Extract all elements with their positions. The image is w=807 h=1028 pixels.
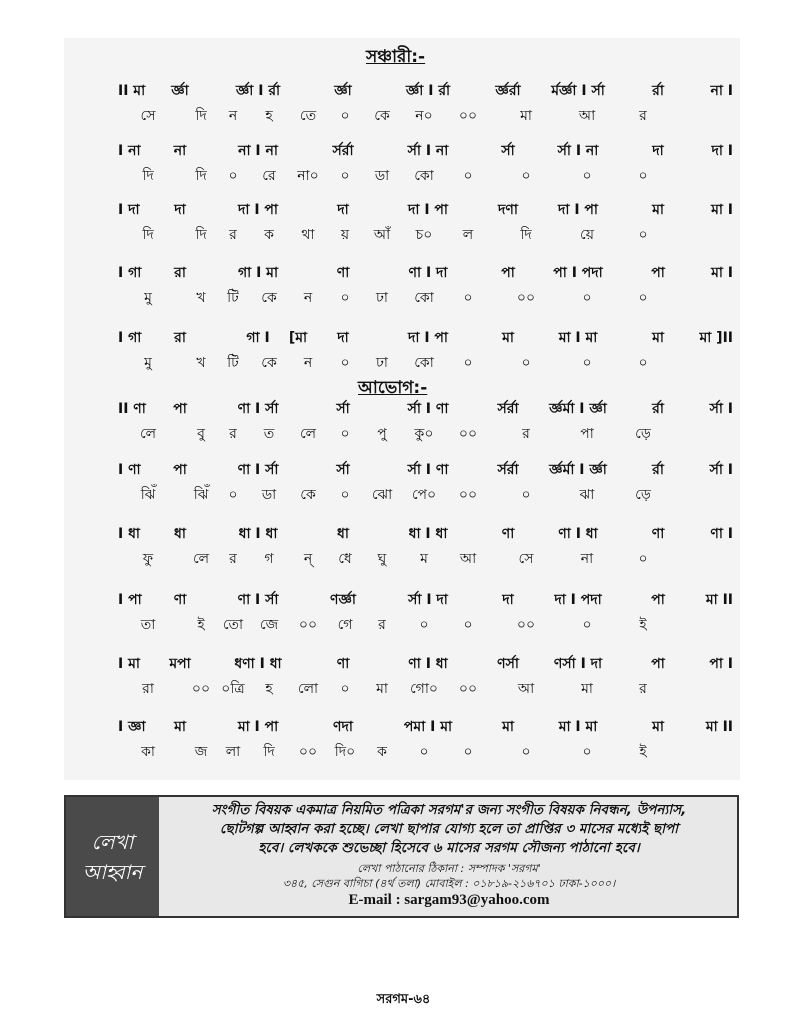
lyric-cell: ০ [582, 355, 592, 371]
lyric-cell: হ [265, 108, 273, 124]
swara-cell: ণা [336, 656, 350, 672]
swara-cell: র্জ্ঞর্মা I র্জ্ঞা [549, 401, 607, 417]
swara-cell: ধা I ধা [408, 526, 448, 542]
swara-cell: র্সা [336, 401, 350, 417]
swara-cell: ণা [336, 265, 350, 281]
lyric-cell: কে [300, 487, 316, 503]
swara-cell: র্সর্রা [497, 462, 519, 478]
lyric-cell: রে [262, 168, 276, 184]
swara-cell: ণা I র্সা [237, 592, 279, 608]
swara-cell: দা I পা [408, 202, 448, 218]
lyric-cell: সে [140, 108, 156, 124]
swara-cell: ণা [501, 526, 515, 542]
lyric-cell: ০ [463, 744, 473, 760]
swara-cell: মা I [711, 202, 733, 218]
swara-cell: র্রা [652, 83, 664, 99]
lyric-cell: ০ [638, 227, 648, 243]
swara-cell: র্সর্রা [332, 143, 354, 159]
lyric-cell: ০ [340, 108, 350, 124]
lyric-cell: ০ [638, 355, 648, 371]
lyric-cell: ন [228, 108, 238, 124]
lyric-cell: খ [196, 290, 206, 306]
lyric-cell: র [639, 108, 647, 124]
swara-cell: পা I পদা [553, 265, 603, 281]
lyric-cell: ০০ [298, 617, 318, 633]
swara-cell: র্মর্জ্ঞা I র্সা [551, 83, 605, 99]
lyric-cell: ম [420, 551, 428, 567]
swara-cell: দণা [498, 202, 518, 218]
lyric-cell: ন [303, 290, 313, 306]
swara-cell: র্জ্ঞা [334, 83, 352, 99]
side-title-line2: আহ্বান [82, 859, 143, 884]
lyric-cell: দি [142, 227, 154, 243]
lyric-cell: ০০ [516, 617, 536, 633]
lyric-cell: পু [377, 426, 387, 442]
lyric-cell: কো [414, 168, 434, 184]
lyric-cell: দি [195, 168, 207, 184]
lyric-cell: ন০ [415, 108, 433, 124]
swara-cell: মা [502, 330, 514, 346]
swara-cell: ণা I ধা [558, 526, 598, 542]
swara-cell: র্সা I দা [408, 592, 448, 608]
lyric-cell: কে [261, 290, 277, 306]
swara-cell: I দা [118, 202, 140, 218]
lyric-cell: ০০ [458, 487, 478, 503]
swara-cell: ধা I ধা [238, 526, 278, 542]
lyric-cell: তে [299, 108, 317, 124]
swara-cell: মা ]II [699, 330, 733, 346]
lyric-cell: হ [265, 681, 273, 697]
swara-cell: মপা [169, 656, 191, 672]
call-for-writing-side-panel [66, 797, 159, 916]
swara-cell: I গা [118, 265, 142, 281]
ad-line-1: সংগীত বিষয়ক একমাত্র নিয়মিত পত্রিকা সরগম'র জন্য সংগীত বিষয়ক নিবন্ধন, উপন্যাস, [211, 802, 687, 818]
lyric-cell: চ০ [415, 227, 433, 243]
swara-cell: না I [710, 83, 733, 99]
swara-cell: দা I [711, 143, 733, 159]
swara-cell: ণর্সা [497, 656, 519, 672]
swara-cell: র্সর্রা [497, 401, 519, 417]
swara-cell: ণদা [333, 719, 353, 735]
swara-cell: ণা [651, 526, 665, 542]
lyric-cell: ০ [340, 168, 350, 184]
swara-cell: না [173, 143, 187, 159]
swara-cell: ধা [174, 526, 186, 542]
lyric-cell: গে [337, 617, 353, 633]
swara-cell: র্সা I না [557, 143, 599, 159]
lyric-cell: পা [580, 426, 594, 442]
section-heading: সঞ্চারী:- [366, 47, 426, 67]
lyric-cell: ০০ [458, 426, 478, 442]
lyric-cell: দি [195, 108, 207, 124]
swara-cell: র্সা I [709, 462, 733, 478]
lyric-cell: মা [376, 681, 388, 697]
lyric-cell: লা [225, 744, 241, 760]
lyric-cell: ই [197, 617, 205, 633]
lyric-cell: ঝিঁ [193, 487, 209, 503]
swara-cell: গা I [246, 330, 270, 346]
swara-cell: র্জ্ঞর্মা I র্জ্ঞা [549, 462, 607, 478]
lyric-cell: র [229, 227, 237, 243]
lyric-cell: দি [142, 168, 154, 184]
swara-cell: পা [651, 265, 665, 281]
lyric-cell: ০০ [458, 108, 478, 124]
lyric-cell: জে [259, 617, 279, 633]
lyric-cell: ০ [340, 681, 350, 697]
swara-cell: ণর্সা I দা [553, 656, 603, 672]
swara-cell: I ধা [118, 526, 140, 542]
swara-cell: দা I পা [238, 202, 278, 218]
swara-cell: ণা I [710, 526, 733, 542]
swara-cell: II মা [118, 83, 146, 99]
swara-cell: ণা I র্সা [237, 401, 279, 417]
lyric-cell: সে [518, 551, 534, 567]
swara-cell: দা [337, 330, 349, 346]
lyric-cell: ক [377, 744, 387, 760]
swara-cell: I মা [118, 656, 140, 672]
swara-cell: ণা I র্সা [237, 462, 279, 478]
swara-cell: র্সা I না [407, 143, 449, 159]
swara-cell: রা [174, 330, 186, 346]
swara-cell: গা I মা [237, 265, 279, 281]
swara-cell: র্সা I ণা [407, 462, 449, 478]
lyric-cell: ০ত্রি [221, 681, 245, 697]
lyric-cell: র [229, 426, 237, 442]
swara-cell: I গা [118, 330, 142, 346]
lyric-cell: কু০ [414, 426, 434, 442]
lyric-cell: ঢা [376, 290, 388, 306]
lyric-cell: গ [264, 551, 274, 567]
swara-cell: I ণা [118, 462, 141, 478]
swara-cell: র্সা [501, 143, 515, 159]
lyric-cell: আ [517, 681, 535, 697]
lyric-cell: ল [462, 227, 474, 243]
lyric-cell: র [639, 681, 647, 697]
lyric-cell: ড়ে [635, 487, 651, 503]
swara-cell: র্জ্ঞা I র্রা [235, 83, 281, 99]
lyric-cell: ০ [340, 426, 350, 442]
lyric-cell: ০ [463, 617, 473, 633]
lyric-cell: বু [197, 426, 205, 442]
lyric-cell: রা [142, 681, 154, 697]
lyric-cell: আ [459, 551, 477, 567]
swara-cell: না I না [238, 143, 278, 159]
lyric-cell: ০০ [458, 681, 478, 697]
lyric-cell: ০ [340, 355, 350, 371]
lyric-cell: ০ [638, 290, 648, 306]
lyric-cell: ড়ে [635, 426, 651, 442]
swara-cell: র্সা [336, 462, 350, 478]
lyric-cell: কে [261, 355, 277, 371]
swara-cell: মা II [705, 592, 733, 608]
lyric-cell: র [522, 426, 530, 442]
lyric-cell: খ [196, 355, 206, 371]
swara-cell: রা [174, 265, 186, 281]
side-title-line1: লেখা [91, 829, 134, 854]
lyric-cell: ঝিঁ [140, 487, 156, 503]
swara-cell: র্সা I ণা [407, 401, 449, 417]
swara-cell: দা I পা [408, 330, 448, 346]
lyric-cell: ডা [261, 487, 277, 503]
section-heading: আভোগ:- [358, 378, 428, 398]
lyric-cell: মা [520, 108, 532, 124]
lyric-cell: টি [227, 355, 239, 371]
swara-cell: মা I পা [237, 719, 279, 735]
lyric-cell: ০ [638, 168, 648, 184]
swara-cell: ণা I দা [408, 265, 448, 281]
lyric-cell: মা [581, 681, 593, 697]
lyric-cell: দি০ [334, 744, 356, 760]
swara-cell: মা I [711, 265, 733, 281]
lyric-cell: ০ [419, 744, 429, 760]
swara-cell: দা I পা [558, 202, 598, 218]
lyric-cell: ০ [582, 290, 592, 306]
lyric-cell: ০ [638, 551, 648, 567]
lyric-cell: কে [374, 108, 390, 124]
swara-cell: [মা [288, 330, 308, 346]
address-label: লেখা পাঠানোর ঠিকানা : সম্পাদক 'সরগম' [357, 862, 541, 875]
swara-cell: র্সা I [709, 401, 733, 417]
lyric-cell: ০ [463, 290, 473, 306]
lyric-cell: ০ [228, 168, 238, 184]
swara-cell: র্জ্ঞা I র্রা [405, 83, 451, 99]
swara-cell: ণা I ধা [408, 656, 448, 672]
swara-cell: পা [651, 592, 665, 608]
call-for-writing-box [64, 795, 739, 918]
lyric-cell: ন্ [303, 551, 313, 567]
swara-cell: র্জ্ঞা [171, 83, 189, 99]
swara-cell: II ণা [118, 401, 146, 417]
swara-cell: দা [174, 202, 186, 218]
lyric-cell: ধে [338, 551, 352, 567]
lyric-cell: ক [264, 227, 274, 243]
lyric-cell: গো০ [409, 681, 439, 697]
lyric-cell: আ [578, 108, 596, 124]
lyric-cell: ০ [582, 617, 592, 633]
lyric-cell: দি [195, 227, 207, 243]
lyric-cell: র [229, 551, 237, 567]
lyric-cell: ডা [374, 168, 390, 184]
page-number: সরগম-৬৪ [376, 992, 431, 1007]
lyric-cell: লে [139, 426, 157, 442]
lyric-cell: মু [144, 290, 152, 306]
notation-scan-area [64, 38, 740, 780]
swara-cell: পা [651, 656, 665, 672]
lyric-cell: ০ [340, 290, 350, 306]
lyric-cell: তা [140, 617, 156, 633]
ad-line-2: ছোটগল্প আহ্বান করা হচ্ছে। লেখা ছাপার যোগ্য হলে তা প্রাপ্তির ৩ মাসের মধ্যেই ছাপা [219, 821, 679, 837]
swara-cell: পা [173, 462, 187, 478]
ad-line-3: হবে। লেখককে শুভেচ্ছা হিসেবে ৬ মাসের সরগম সৌজন্য পাঠানো হবে। [258, 840, 640, 856]
swara-cell: পমা I মা [403, 719, 453, 735]
lyric-cell: ০ [521, 744, 531, 760]
lyric-cell: আঁ [373, 227, 391, 243]
lyric-cell: ০ [228, 487, 238, 503]
lyric-cell: ০০ [516, 290, 536, 306]
swara-cell: I পা [118, 592, 142, 608]
swara-cell: ণা [173, 592, 187, 608]
swara-cell: র্জ্ঞর্রা [495, 83, 521, 99]
lyric-cell: কা [141, 744, 155, 760]
lyric-cell: লে [299, 426, 317, 442]
lyric-cell: জ [194, 744, 208, 760]
lyric-cell: কো [414, 290, 434, 306]
swara-cell: পা I [709, 656, 733, 672]
lyric-cell: ঘু [377, 551, 387, 567]
lyric-cell: ঝা [579, 487, 595, 503]
lyric-cell: ই [639, 617, 647, 633]
lyric-cell: কো [414, 355, 434, 371]
call-for-writing-text [161, 797, 737, 916]
lyric-cell: ০০ [298, 744, 318, 760]
swara-cell: দা [652, 143, 664, 159]
swara-cell: ণর্জ্ঞা [330, 592, 356, 608]
email: E-mail : sargam93@yahoo.com [348, 892, 550, 908]
lyric-cell: র [378, 617, 386, 633]
lyric-cell: ০ [463, 168, 473, 184]
lyric-cell: ই [639, 744, 647, 760]
swara-cell: মা II [705, 719, 733, 735]
lyric-cell: ঝো [371, 487, 393, 503]
swara-cell: দা [337, 202, 349, 218]
swara-cell: ধা [337, 526, 349, 542]
swara-cell: মা [652, 202, 664, 218]
lyric-cell: মু [144, 355, 152, 371]
swara-cell: র্রা [652, 401, 664, 417]
swara-cell: দা I পদা [554, 592, 602, 608]
lyric-cell: ০ [521, 168, 531, 184]
lyric-cell: পে০ [411, 487, 437, 503]
lyric-cell: ০ [582, 168, 592, 184]
lyric-cell: ০ [521, 355, 531, 371]
swara-cell: পা [173, 401, 187, 417]
swara-cell: মা [502, 719, 514, 735]
lyric-cell: টি [227, 290, 239, 306]
lyric-cell: দি [520, 227, 532, 243]
lyric-cell: ০ [419, 617, 429, 633]
lyric-cell: ০০ [191, 681, 211, 697]
lyric-cell: ঢা [376, 355, 388, 371]
lyric-cell: ফু [142, 551, 154, 567]
lyric-cell: লো [297, 681, 319, 697]
swara-cell: পা [501, 265, 515, 281]
lyric-cell: ০ [463, 355, 473, 371]
swara-cell: মা [652, 719, 664, 735]
swara-cell: I না [118, 143, 141, 159]
lyric-cell: দি [263, 744, 275, 760]
lyric-cell: ত [263, 426, 275, 442]
lyric-cell: তো [222, 617, 244, 633]
lyric-cell: ০ [521, 487, 531, 503]
swara-cell: দা [502, 592, 514, 608]
lyric-cell: য় [340, 227, 350, 243]
lyric-cell: ০ [340, 487, 350, 503]
lyric-cell: থা [301, 227, 315, 243]
swara-cell: I জ্ঞা [118, 719, 146, 735]
lyric-cell: না [580, 551, 594, 567]
swara-cell: মা [652, 330, 664, 346]
lyric-cell: ০ [582, 744, 592, 760]
swara-cell: র্রা [652, 462, 664, 478]
address: ৩৪৫, সেগুন বাগিচা (৪র্থ তলা) মোবাইল : ০১৮১৯-২১৬৭০১ ঢাকা-১০০০। [282, 877, 616, 890]
swara-cell: মা [174, 719, 186, 735]
swara-cell: মা I মা [558, 330, 598, 346]
lyric-cell: লে [192, 551, 210, 567]
lyric-cell: না০ [297, 168, 319, 184]
swara-cell: ধণা I ধা [234, 656, 282, 672]
lyric-cell: য়ে [580, 227, 594, 243]
swara-cell: মা I মা [558, 719, 598, 735]
lyric-cell: ন [303, 355, 313, 371]
